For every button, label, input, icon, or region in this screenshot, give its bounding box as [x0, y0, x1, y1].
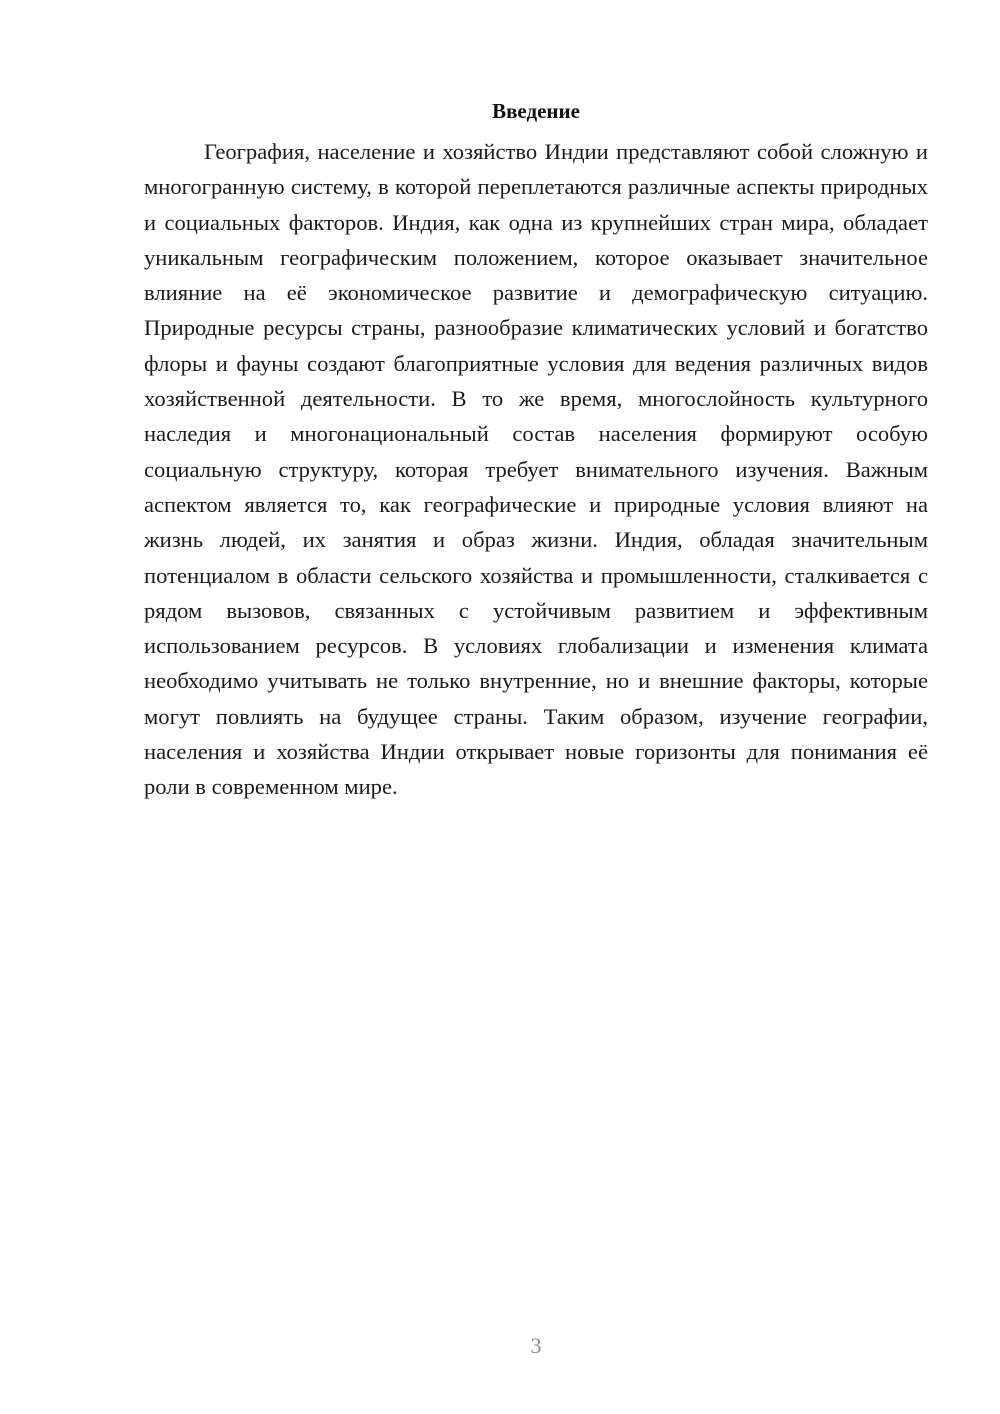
section-heading: Введение	[492, 99, 580, 123]
page-content	[144, 96, 928, 805]
body-paragraph: География, население и хозяйство Индии представляют собой сложную и многогранную систему, в которой переплетаются различные аспекты природных и социальных факторов. Индия, как одна из крупнейших стран мира, обладает уникальным географическим положением, которое оказывает значительное влияние на её экономическое развитие и демографическую ситуацию. Природные ресурсы страны, разнообразие климатических условий и богатство флоры и фауны создают благоприятные условия для ведения различных видов хозяйственной деятельности. В то же время, многослойность культурного наследия и многонациональный состав населения формируют особую социальную структуру, которая требует внимательного изучения. Важным аспектом является то, как географические и природные условия влияют на жизнь людей, их занятия и образ жизни. Индия, обладая значительным потенциалом в области сельского хозяйства и промышленности, сталкивается с рядом вызовов, связанных с устойчивым развитием и эффективным использованием ресурсов. В условиях глобализации и изменения климата необходимо учитывать не только внутренние, но и внешние факторы, которые могут повлиять на будущее страны. Таким образом, изучение географии, населения и хозяйства Индии открывает новые горизонты для понимания её роли в современном мире.	[144, 139, 928, 800]
page-number: 3	[530, 1333, 542, 1358]
